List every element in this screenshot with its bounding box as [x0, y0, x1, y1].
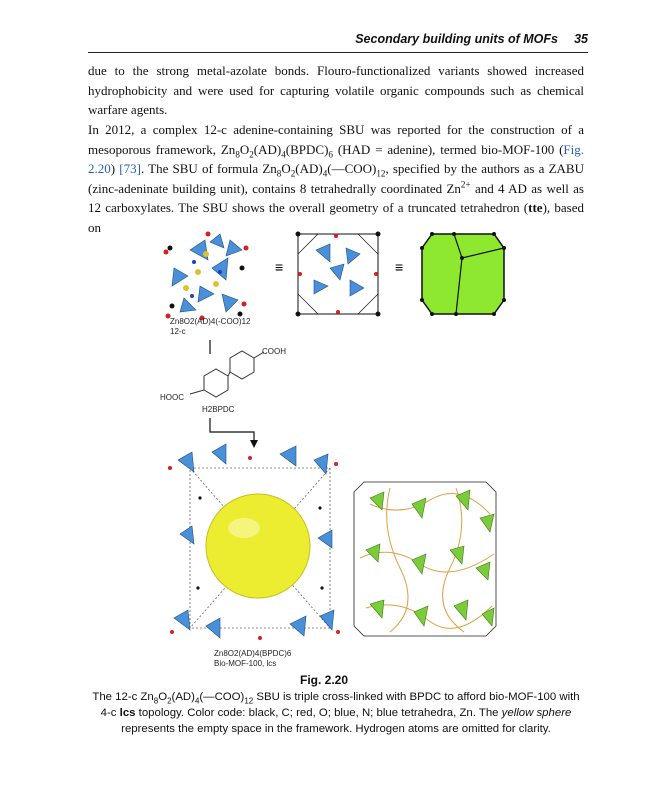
linker-label: H2BPDC: [202, 405, 235, 414]
caption-lcs: lcs: [119, 707, 136, 719]
mof-formula-label: Zn8O2(AD)4(BPDC)6: [214, 649, 292, 658]
p2-intro: In 2012, a complex 12-c adenine-containing SBU was reported for the construction of a mesoporous framework, Zn: [88, 122, 584, 157]
paragraph-2: In 2012, a complex 12-c adenine-containing SBU was reported for the construction of a mesoporous framework, $Zn_8O_2(AD)_4(BPDC)_6$ (HAD = adenine), termed bio-MOF-100 (Fig. 2.20) [73]. The SBU of formula $Zn_8O_2(AD)_4(—COO)_{12}$, specified by the authors as a ZABU (zinc-adeninate building unit), contains 8 tetrahedrally coordinated $Zn^{2+}$ and 4 AD as well as 12 carboxylates. The SBU shows the overall geometry of a truncated tetrahedron (tte), based on: [88, 122, 584, 235]
caption-part1: The 12-c Zn: [92, 691, 154, 703]
p2-formula: (BPDC): [285, 141, 329, 157]
p2-end: ), based on: [88, 200, 584, 235]
figure-2-20: [150, 228, 510, 668]
tte-polyhedron: [420, 232, 506, 316]
caption-title: Fig. 2.20: [299, 673, 349, 687]
figure-drawing: [150, 228, 510, 668]
page-number: 35: [574, 32, 588, 46]
p2-rest: and 4 AD as well as 12 carboxylates. The SBU shows the overall geometry of a truncated tetrahedron (: [88, 180, 584, 215]
p2-charge: 2+: [460, 179, 471, 190]
equiv-symbol-1: ≡: [275, 259, 284, 275]
sbu-cube-structure: [296, 232, 381, 317]
mof-name-label: Bio-MOF-100, lcs: [214, 659, 277, 668]
caption-part6: represents the empty space in the framework. Hydrogen atoms are omitted for clarity.: [121, 723, 551, 735]
cooh-label: COOH: [262, 347, 286, 356]
caption-yellow-sphere: yellow sphere: [501, 707, 572, 719]
caption-part5: topology. Color code: black, C; red, O; blue, N; blue tetrahedra, Zn. The: [135, 707, 502, 719]
arrow-head: [250, 440, 258, 448]
sbu-connectivity: 12-c: [170, 327, 186, 336]
p2-tte: tte: [528, 200, 543, 215]
p2-coo: (—COO): [327, 161, 377, 176]
p2-close: ): [110, 161, 120, 176]
paragraph-1: due to the strong metal-azolate bonds. Flouro-functionalized variants showed increased hydrophobicity and were used for capturing volatile organic compounds such as chemical warfare agents.: [88, 63, 584, 117]
arrow-line-bottom: [210, 418, 254, 442]
fig-ref-link[interactable]: Fig. 2.20: [88, 141, 584, 176]
equiv-symbol-2: ≡: [395, 259, 404, 275]
running-header: [88, 30, 588, 53]
mof-framework: [168, 444, 340, 640]
bpdc-linker: [190, 351, 264, 397]
p2-had: (HAD = adenine), termed bio-MOF-100 (: [332, 141, 564, 157]
running-title: Secondary building units of MOFs: [355, 32, 558, 46]
caption-part4: SBU is triple cross-linked with BPDC to afford bio-MOF-100 with 4-c: [100, 691, 580, 719]
lcs-topology: [354, 482, 496, 636]
figure-caption: The 12-c $Zn_8O_2(AD)_4(—COO)_{12}$ SBU is triple cross-linked with BPDC to afford bio-MOF-100 with 4-c lcs topology. Color code: black, C; red, O; blue, N; blue tetrahedra, Zn. The yellow sphere represents the empty space in the framework. Hydrogen atoms are omitted for clarity.: [92, 691, 580, 735]
caption-part2: (AD): [171, 691, 195, 703]
sbu-label: Zn8O2(AD)4(-COO)12: [170, 317, 251, 326]
p2-sbu: . The SBU of formula Zn: [140, 161, 277, 176]
empty-space-sphere: [206, 494, 310, 598]
sbu-structure: [164, 232, 249, 321]
hooc-label: HOOC: [160, 393, 184, 402]
citation-link[interactable]: [73]: [119, 161, 141, 176]
caption-part3: (—COO): [199, 691, 245, 703]
p2-zabu: , specified by the authors as a ZABU (zinc-adeninate building unit), contains 8 tetrahedrally coordinated Zn: [88, 161, 584, 196]
